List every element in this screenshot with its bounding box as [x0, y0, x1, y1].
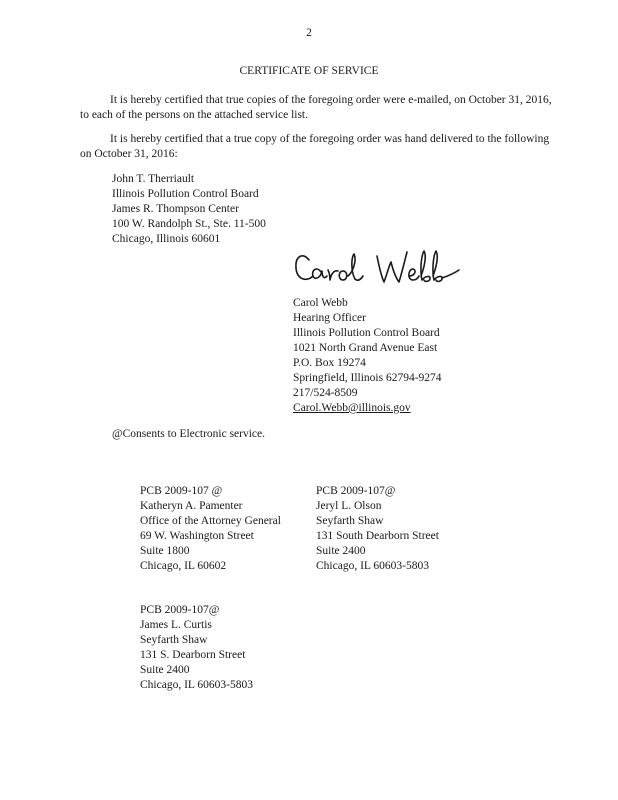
recipient-line: Chicago, Illinois 60601 — [112, 233, 221, 245]
service-line: Seyfarth Shaw — [316, 515, 384, 527]
case-number: PCB 2009-107@ — [140, 604, 220, 616]
recipient-line: Illinois Pollution Control Board — [112, 188, 259, 200]
case-number: PCB 2009-107 @ — [140, 485, 223, 497]
service-line: Chicago, IL 60603-5803 — [316, 560, 429, 572]
service-line: Seyfarth Shaw — [140, 634, 208, 646]
service-line: Suite 2400 — [140, 664, 190, 676]
hand-delivery-recipient — [112, 172, 266, 247]
officer-phone: 217/524-8509 — [293, 387, 358, 399]
service-list-entry — [140, 484, 281, 574]
recipient-line: 100 W. Randolph St., Ste. 11-500 — [112, 218, 266, 230]
service-name: Katheryn A. Pamenter — [140, 500, 243, 512]
hand-delivery-certification-paragraph: It is hereby certified that a true copy of the foregoing order was hand delivered to the following on October 31, 2016: — [80, 133, 550, 160]
officer-title: Hearing Officer — [293, 312, 366, 324]
service-line: 131 South Dearborn Street — [316, 530, 439, 542]
service-line: Chicago, IL 60602 — [140, 560, 227, 572]
recipient-line: James R. Thompson Center — [112, 203, 239, 215]
case-number: PCB 2009-107@ — [316, 485, 396, 497]
service-name: Jeryl L. Olson — [316, 500, 382, 512]
officer-email-link[interactable]: Carol.Webb@illinois.gov — [293, 402, 411, 414]
service-name: James L. Curtis — [140, 619, 212, 631]
service-list-entry — [140, 603, 253, 693]
service-line: Chicago, IL 60603-5803 — [140, 679, 253, 691]
service-line: 131 S. Dearborn Street — [140, 649, 246, 661]
certificate-heading: CERTIFICATE OF SERVICE — [239, 65, 379, 77]
electronic-service-note: @Consents to Electronic service. — [112, 428, 266, 440]
officer-line: Springfield, Illinois 62794-9274 — [293, 372, 442, 384]
officer-line: Illinois Pollution Control Board — [293, 327, 440, 339]
recipient-name: John T. Therriault — [112, 173, 195, 185]
service-list-entry — [316, 484, 439, 574]
officer-line: 1021 North Grand Avenue East — [293, 342, 438, 354]
service-line: Suite 2400 — [316, 545, 366, 557]
signature — [293, 246, 473, 292]
hearing-officer-block — [293, 296, 442, 416]
page-number: 2 — [306, 27, 312, 39]
service-line: Suite 1800 — [140, 545, 190, 557]
service-line: 69 W. Washington Street — [140, 530, 254, 542]
service-line: Office of the Attorney General — [140, 515, 281, 527]
officer-line: P.O. Box 19274 — [293, 357, 366, 369]
officer-name: Carol Webb — [293, 297, 348, 309]
email-certification-paragraph: It is hereby certified that true copies of the foregoing order were e-mailed, on October 31, 2016, to each of the persons on the attached service list. — [80, 94, 552, 121]
